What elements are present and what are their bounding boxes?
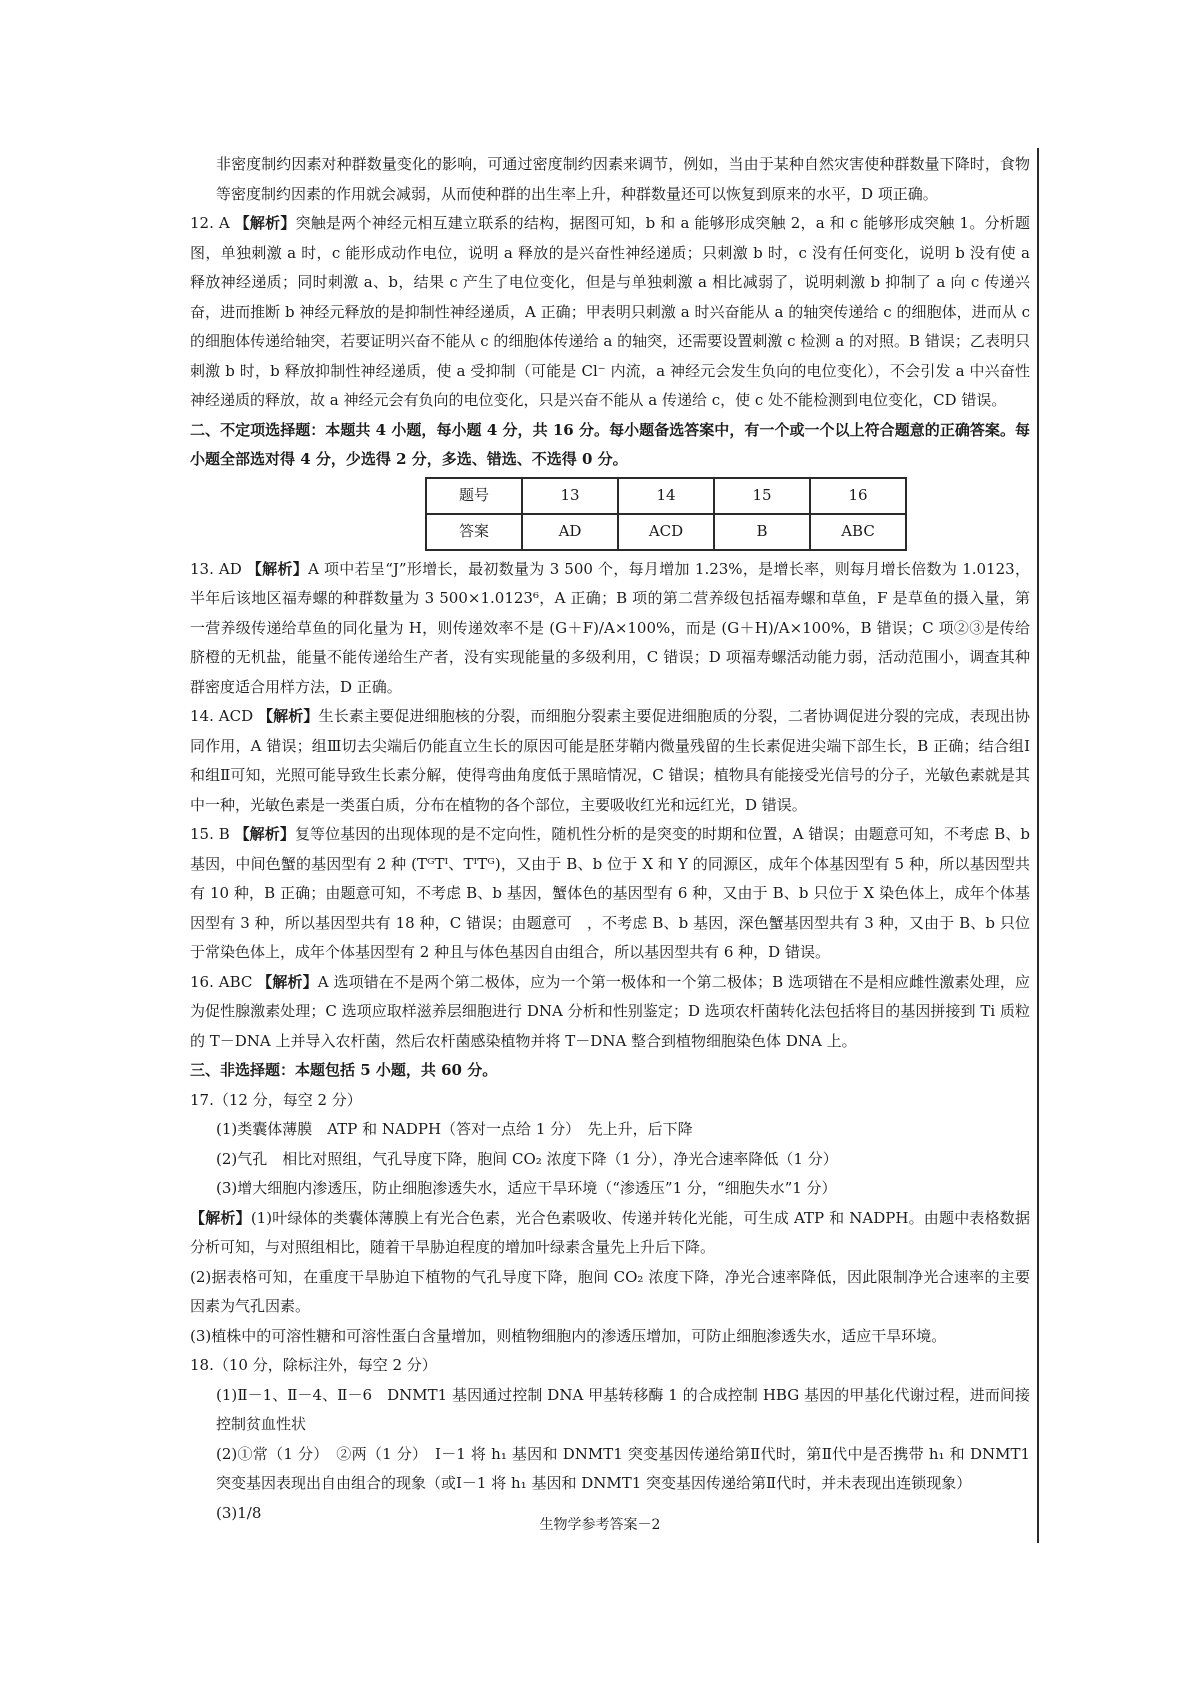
analysis-tag: 【解析】 xyxy=(234,214,296,232)
answer-content xyxy=(190,150,1030,1528)
paragraph-text: 突触是两个神经元相互建立联系的结构，据图可知，b 和 a 能够形成突触 2，a 和 c 能够形成突触 1。分析题图，单独刺激 a 时，c 能形成动作电位，说明 a 释放的是兴奋性神经递质；只刺激 b 时，c 没有任何变化，说明 b 没有使 a 释放神经递质；同时刺激 a、b，结果 c 产生了电位变化，但是与单独刺激 a 相比减弱了，说明刺激 b 抑制了 a 向 c 传递兴奋，进而推断 b 神经元释放的是抑制性神经递质，A 正确；甲表明只刺激 a 时兴奋能从 a 的轴突传递给 c 的细胞体，进而从 c 的细胞体传递给轴突，若要证明兴奋不能从 c 的细胞体传递给 a 的轴突，还需要设置刺激 c 检测 a 的对照。B 错误；乙表明只刺激 b 时，b 释放抑制性神经递质，使 a 受抑制（可能是 Cl⁻ 内流，a 神经元会发生负向的电位变化），不会引发 a 中兴奋性神经递质的释放，故 a 神经元会有负向的电位变化，只是兴奋不能从 a 传递给 c，使 c 处不能检测到电位变化，CD 错误。 xyxy=(190,214,1030,409)
paragraph-text: 生长素主要促进细胞核的分裂，而细胞分裂素主要促进细胞质的分裂，二者协调促进分裂的完成，表现出协同作用，A 错误；组Ⅲ切去尖端后仍能直立生长的原因可能是胚芽鞘内微量残留的生长素促进尖端下部生长，B 正确；结合组Ⅰ和组Ⅱ可知，光照可能导致生长素分解，使得弯曲角度低于黑暗情况，C 错误；植物具有能接受光信号的分子，光敏色素就是其中一种，光敏色素是一类蛋白质，分布在植物的各个部位，主要吸收红光和远红光，D 错误。 xyxy=(190,707,1030,814)
paragraph-text: 18.（10 分，除标注外，每空 2 分） xyxy=(190,1356,437,1374)
paragraph-p14 xyxy=(190,702,1030,820)
paragraph-text: 二、不定项选择题：本题共 4 小题，每小题 4 分，共 16 分。每小题备选答案中，有一个或一个以上符合题意的正确答案。每小题全部选对得 4 分，少选得 2 分，多选、错选、不选得 0 分。 xyxy=(190,420,1030,468)
paragraph-q17c xyxy=(190,1174,1030,1204)
analysis-tag: 【解析】 xyxy=(234,825,295,843)
answer-table xyxy=(425,477,907,551)
paragraph-p12 xyxy=(190,209,1030,416)
answer-table-header-row xyxy=(426,478,906,514)
paragraph-text: (2)气孔 相比对照组，气孔导度下降，胞间 CO₂ 浓度下降（1 分），净光合速率降低（1 分） xyxy=(216,1149,838,1168)
margin-rule xyxy=(1037,148,1039,1543)
table-cell: 15 xyxy=(714,478,810,514)
analysis-tag: 【解析】 xyxy=(246,559,309,578)
question-number: 16. ABC xyxy=(190,972,258,991)
table-cell: 14 xyxy=(618,478,714,514)
analysis-tag: 【解析】 xyxy=(190,1208,251,1227)
paragraph-p13 xyxy=(190,555,1030,703)
paragraph-text: (2)①常（1 分） ②两（1 分） Ⅰ－1 将 h₁ 基因和 DNMT1 突变基因传递给第Ⅱ代时，第Ⅱ代中是否携带 h₁ 和 DNMT1 突变基因表现出自由组合的现象（或Ⅰ－1 将 h₁ 基因和 DNMT1 突变基因传递给第Ⅱ代时，并未表现出连锁现象） xyxy=(216,1444,1030,1492)
table-cell: 13 xyxy=(522,478,618,514)
paragraph-text: 17.（12 分，每空 2 分） xyxy=(190,1090,362,1109)
paragraph-text: (3)植株中的可溶性糖和可溶性蛋白含量增加，则植物细胞内的渗透压增加，可防止细胞渗透失水，适应干旱环境。 xyxy=(190,1326,947,1345)
paragraph-a17_3 xyxy=(190,1322,1030,1352)
paragraph-text: 非密度制约因素对种群数量变化的影响，可通过密度制约因素来调节，例如，当由于某种自然灾害使种群数量下降时，食物等密度制约因素的作用就会减弱，从而使种群的出生率上升，种群数量还可以恢复到原来的水平，D 项正确。 xyxy=(216,155,1030,203)
answer-block-2 xyxy=(190,555,1030,1529)
analysis-tag: 【解析】 xyxy=(258,707,319,725)
answer-block-1 xyxy=(190,150,1030,475)
table-cell: 16 xyxy=(810,478,906,514)
paragraph-q18 xyxy=(190,1351,1030,1381)
table-cell: B xyxy=(714,514,810,550)
paragraph-text: (3)1/8 xyxy=(216,1503,262,1522)
paragraph-text: (1)类囊体薄膜 ATP 和 NADPH（答对一点给 1 分） 先上升，后下降 xyxy=(216,1120,693,1138)
analysis-tag: 【解析】 xyxy=(257,972,318,991)
paragraph-sec3 xyxy=(190,1056,1030,1086)
table-cell: 题号 xyxy=(426,478,522,514)
paragraph-text: 复等位基因的出现体现的是不定向性，随机性分析的是突变的时期和位置，A 错误；由题意可知，不考虑 B、b 基因，中间色蟹的基因型有 2 种 (TᴳTᴵ、TᴵTᴳ)，又由于 B、b 位于 X 和 Y 的同源区，成年个体基因型有 5 种，所以基因型共有 10 种，B 正确；由题意可知，不考虑 B、b 基因，蟹体色的基因型有 6 种，又由于 B、b 只位于 X 染色体上，成年个体基因型有 3 种，所以基因型共有 18 种，C 错误；由题意可 ，不考虑 B、b 基因，深色蟹基因型共有 3 种，又由于 B、b 只位于常染色体上，成年个体基因型有 2 种且与体色基因自由组合，所以基因型共有 6 种，D 错误。 xyxy=(190,825,1031,961)
paragraph-text: (1)叶绿体的类囊体薄膜上有光合色素，光合色素吸收、传递并转化光能，可生成 ATP 和 NADPH。由题中表格数据分析可知，与对照组相比，随着干旱胁迫程度的增加叶绿素含量先上升后下降。 xyxy=(190,1208,1030,1256)
paragraph-text: 三、非选择题：本题包括 5 小题，共 60 分。 xyxy=(190,1061,498,1079)
question-number: 12. A xyxy=(190,214,235,232)
paragraph-q17a xyxy=(190,1115,1030,1145)
table-cell: AD xyxy=(522,514,618,550)
paragraph-text: A 项中若呈“J”形增长，最初数量为 3 500 个，每月增加 1.23%，是增长率，则每月增长倍数为 1.0123，半年后该地区福寿螺的种群数量为 3 500×1.0123⁶，A 正确；B 项的第二营养级包括福寿螺和草鱼，F 是草鱼的摄入量，第一营养级传递给草鱼的同化量为 H，则传递效率不是 (G＋F)/A×100%，而是 (G＋H)/A×100%，B 错误；C 项②③是传给脐橙的无机盐，能量不能传递给生产者，没有实现能量的多级利用，C 错误；D 项福寿螺活动能力弱，活动范围小，调查其种群密度适合用样方法，D 正确。 xyxy=(190,559,1030,696)
question-number: 15. B xyxy=(190,825,235,843)
page-footer: 生物学参考答案－2 xyxy=(539,1517,661,1533)
paragraph-q17b xyxy=(190,1145,1030,1175)
paragraph-a17_1 xyxy=(190,1204,1030,1263)
paragraph-text: (2)据表格可知，在重度干旱胁迫下植物的气孔导度下降，胞间 CO₂ 浓度下降，净光合速率降低，因此限制净光合速率的主要因素为气孔因素。 xyxy=(190,1267,1030,1315)
question-number: 14. ACD xyxy=(190,707,259,725)
paragraph-a17_2 xyxy=(190,1263,1030,1322)
paragraph-p11 xyxy=(190,150,1030,209)
table-cell: ACD xyxy=(618,514,714,550)
answer-table-answer-row xyxy=(426,514,906,550)
paragraph-text: A 选项错在不是两个第二极体，应为一个第一极体和一个第二极体；B 选项错在不是相应雌性激素处理，应为促性腺激素处理；C 选项应取样滋养层细胞进行 DNA 分析和性别鉴定；D 选项农杆菌转化法包括将目的基因拼接到 Ti 质粒的 T－DNA 上并导入农杆菌，然后农杆菌感染植物并将 T－DNA 整合到植物细胞染色体 DNA 上。 xyxy=(190,972,1030,1050)
paragraph-sec2 xyxy=(190,416,1030,475)
paragraph-q18a xyxy=(190,1381,1030,1440)
paragraph-text: (3)增大细胞内渗透压，防止细胞渗透失水，适应干旱环境（“渗透压”1 分，“细胞失水”1 分） xyxy=(216,1179,837,1197)
paragraph-q17 xyxy=(190,1086,1030,1116)
paragraph-text: (1)Ⅱ－1、Ⅱ－4、Ⅱ－6 DNMT1 基因通过控制 DNA 甲基转移酶 1 的合成控制 HBG 基因的甲基化代谢过程，进而间接控制贫血性状 xyxy=(216,1385,1030,1433)
paragraph-q18b xyxy=(190,1440,1030,1499)
paragraph-p15 xyxy=(190,820,1030,968)
table-cell: 答案 xyxy=(426,514,522,550)
question-number: 13. AD xyxy=(190,559,247,578)
table-cell: ABC xyxy=(810,514,906,550)
paragraph-p16 xyxy=(190,968,1030,1057)
